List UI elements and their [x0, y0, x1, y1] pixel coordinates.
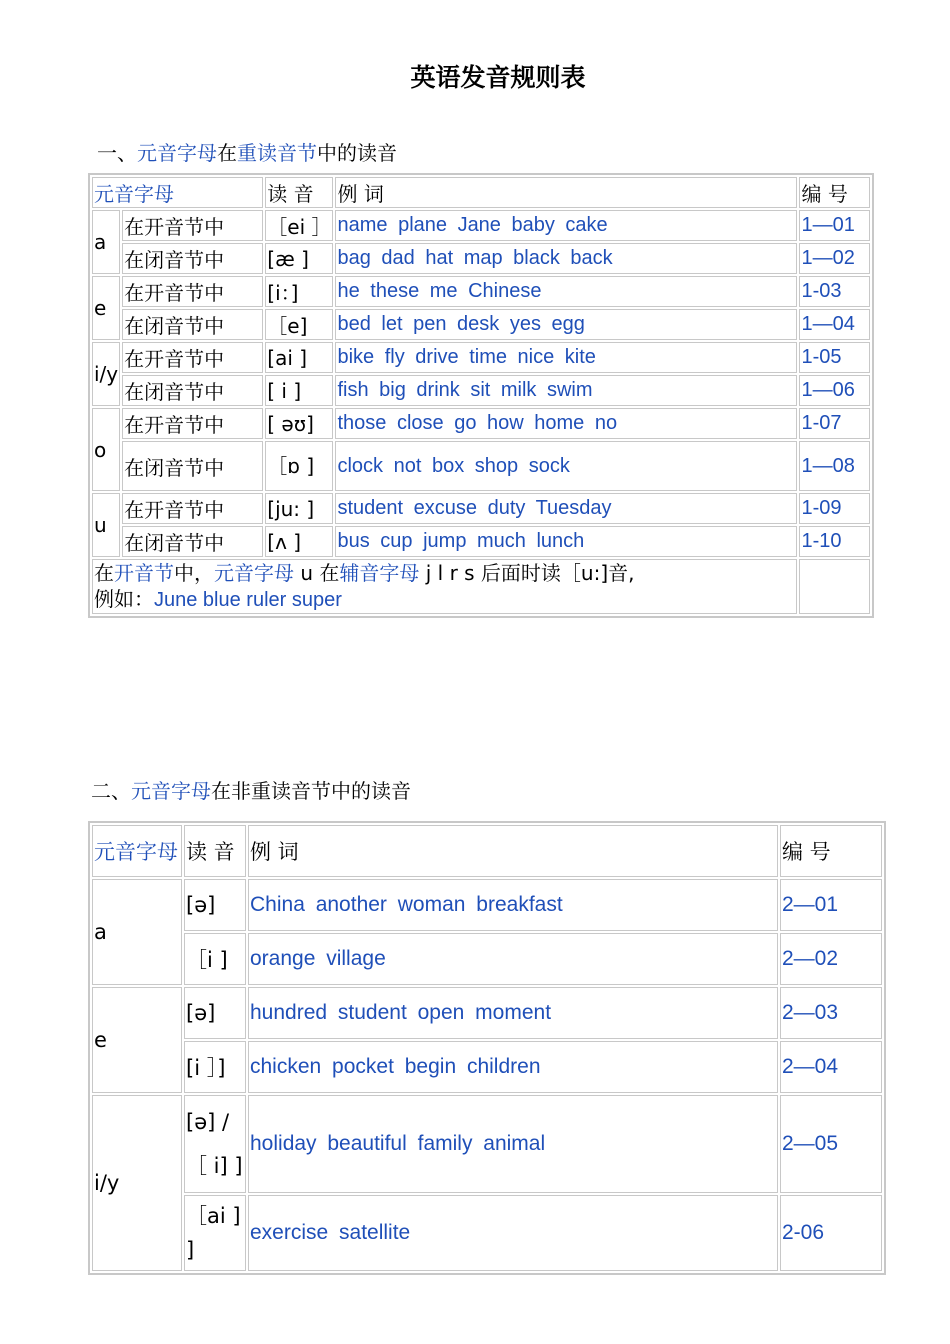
- table-row: [92, 408, 870, 439]
- table-row: [92, 879, 882, 931]
- note-number-cell: [799, 559, 870, 614]
- note-row: [92, 559, 870, 614]
- note-link[interactable]: 元音字母: [214, 561, 294, 585]
- header-number: 编 号: [780, 825, 882, 877]
- heading-link[interactable]: 元音字母: [137, 141, 217, 165]
- table-row: [92, 1095, 882, 1193]
- section1-heading: [97, 137, 397, 166]
- example-words[interactable]: orange village: [248, 933, 778, 985]
- rule-number[interactable]: 1-09: [799, 493, 870, 524]
- table-row: [92, 441, 870, 491]
- vowel-letter: u: [92, 493, 120, 557]
- rule-number[interactable]: 2—03: [780, 987, 882, 1039]
- header-number: 编 号: [799, 177, 870, 208]
- ipa: [i ］]: [184, 1041, 246, 1093]
- ipa: [ə]: [184, 879, 246, 931]
- vowel-letter: o: [92, 408, 120, 491]
- heading-text: 中的读音: [317, 141, 397, 165]
- note-line-1: 在开音节中，元音字母 u 在辅音字母 j l r s 后面时读［u:]音,: [94, 561, 635, 585]
- table-header-row: [92, 177, 870, 208]
- note-link[interactable]: 辅音字母: [339, 561, 420, 585]
- ipa: [ i ]: [265, 375, 333, 406]
- ipa: ［e]: [265, 309, 333, 340]
- example-words[interactable]: China another woman breakfast: [248, 879, 778, 931]
- example-words[interactable]: he these me Chinese: [335, 276, 797, 307]
- table-row: [92, 933, 882, 985]
- example-words[interactable]: student excuse duty Tuesday: [335, 493, 797, 524]
- syllable-type: 在闭音节中: [122, 526, 263, 557]
- syllable-type: 在开音节中: [122, 493, 263, 524]
- table-row: [92, 243, 870, 274]
- table-row: [92, 987, 882, 1039]
- table-row: [92, 526, 870, 557]
- heading-prefix: 二、: [91, 779, 131, 803]
- vowel-letter: a: [92, 879, 182, 985]
- note-link[interactable]: 开音节: [114, 561, 174, 585]
- heading-link[interactable]: 元音字母: [131, 779, 211, 803]
- stressed-vowel-table: [88, 173, 874, 618]
- syllable-type: 在开音节中: [122, 210, 263, 241]
- rule-number[interactable]: 1-10: [799, 526, 870, 557]
- example-words[interactable]: those close go how home no: [335, 408, 797, 439]
- heading-text: 在: [217, 141, 237, 165]
- rule-number[interactable]: 1-07: [799, 408, 870, 439]
- rule-number[interactable]: 2—02: [780, 933, 882, 985]
- rule-number[interactable]: 2—01: [780, 879, 882, 931]
- example-words[interactable]: bed let pen desk yes egg: [335, 309, 797, 340]
- vowel-letter: i/y: [92, 342, 120, 406]
- rule-number[interactable]: 2—04: [780, 1041, 882, 1093]
- table-row: [92, 342, 870, 373]
- ipa: [ə] / ［ i] ]: [184, 1095, 246, 1193]
- ipa: [ju: ]: [265, 493, 333, 524]
- rule-number[interactable]: 2—05: [780, 1095, 882, 1193]
- note-line-2: 例如：June blue ruler super: [94, 587, 342, 611]
- example-words[interactable]: bus cup jump much lunch: [335, 526, 797, 557]
- example-words[interactable]: holiday beautiful family animal: [248, 1095, 778, 1193]
- vowel-letter: e: [92, 276, 120, 340]
- heading-text: 在非重读音节中的读音: [211, 779, 411, 803]
- example-words[interactable]: hundred student open moment: [248, 987, 778, 1039]
- header-vowel-letter: 元音字母: [92, 825, 182, 877]
- heading-link[interactable]: 重读音节: [237, 141, 317, 165]
- vowel-letter: a: [92, 210, 120, 274]
- rule-number[interactable]: 1—06: [799, 375, 870, 406]
- table-row: [92, 210, 870, 241]
- header-vowel-letter: 元音字母: [92, 177, 263, 208]
- rule-number[interactable]: 1—04: [799, 309, 870, 340]
- rule-number[interactable]: 1—08: [799, 441, 870, 491]
- page-title: 英语发音规则表: [410, 63, 586, 92]
- rule-number[interactable]: 1—02: [799, 243, 870, 274]
- rule-number[interactable]: 1-05: [799, 342, 870, 373]
- table-row: [92, 309, 870, 340]
- rule-number[interactable]: 1—01: [799, 210, 870, 241]
- ipa: [ əʊ]: [265, 408, 333, 439]
- ipa: [ə]: [184, 987, 246, 1039]
- syllable-type: 在开音节中: [122, 276, 263, 307]
- note-cell: [92, 559, 797, 614]
- example-words[interactable]: bike fly drive time nice kite: [335, 342, 797, 373]
- header-examples: 例 词: [248, 825, 778, 877]
- example-words[interactable]: chicken pocket begin children: [248, 1041, 778, 1093]
- syllable-type: 在闭音节中: [122, 375, 263, 406]
- table-row: [92, 375, 870, 406]
- rule-number[interactable]: 2-06: [780, 1195, 882, 1271]
- example-words[interactable]: clock not box shop sock: [335, 441, 797, 491]
- ipa: [i：]: [265, 276, 333, 307]
- table-row: [92, 1041, 882, 1093]
- ipa: ［i ]: [184, 933, 246, 985]
- syllable-type: 在闭音节中: [122, 309, 263, 340]
- example-words[interactable]: exercise satellite: [248, 1195, 778, 1271]
- section2-heading: [91, 775, 411, 804]
- unstressed-vowel-table: [88, 821, 886, 1275]
- ipa: ［ai ] ]: [184, 1195, 246, 1271]
- table-row: [92, 1195, 882, 1271]
- syllable-type: 在闭音节中: [122, 243, 263, 274]
- header-pronunciation: 读 音: [265, 177, 333, 208]
- note-examples[interactable]: June blue ruler super: [154, 589, 342, 611]
- table-row: [92, 276, 870, 307]
- header-pronunciation: 读 音: [184, 825, 246, 877]
- ipa: [æ ]: [265, 243, 333, 274]
- table-row: [92, 493, 870, 524]
- vowel-letter: i/y: [92, 1095, 182, 1271]
- rule-number[interactable]: 1-03: [799, 276, 870, 307]
- header-examples: 例 词: [335, 177, 797, 208]
- ipa: ［ɒ ]: [265, 441, 333, 491]
- syllable-type: 在开音节中: [122, 408, 263, 439]
- ipa: ［ei ］: [265, 210, 333, 241]
- example-words[interactable]: bag dad hat map black back: [335, 243, 797, 274]
- heading-prefix: 一、: [97, 141, 137, 165]
- vowel-letter: e: [92, 987, 182, 1093]
- syllable-type: 在开音节中: [122, 342, 263, 373]
- syllable-type: 在闭音节中: [122, 441, 263, 491]
- ipa: [ʌ ]: [265, 526, 333, 557]
- ipa: [ai ]: [265, 342, 333, 373]
- table-header-row: [92, 825, 882, 877]
- example-words[interactable]: name plane Jane baby cake: [335, 210, 797, 241]
- example-words[interactable]: fish big drink sit milk swim: [335, 375, 797, 406]
